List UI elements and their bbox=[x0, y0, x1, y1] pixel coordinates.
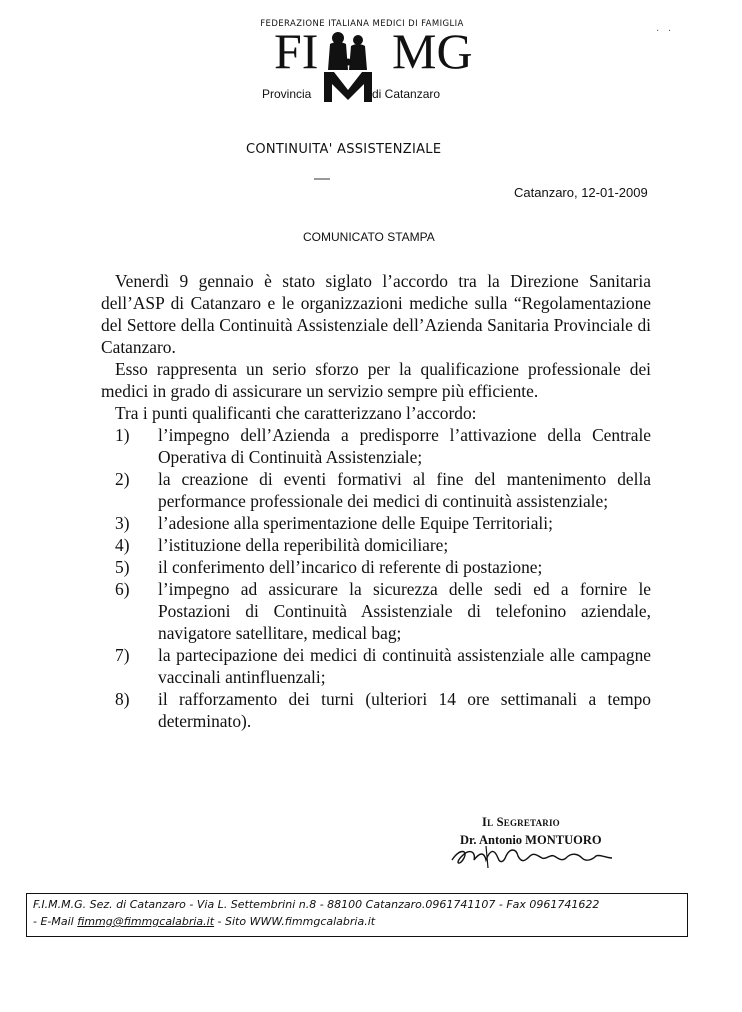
list-item-text: la partecipazione dei medici di continuità assistenziale alle campagne vaccinali antinfluenzali; bbox=[158, 645, 651, 687]
logo-text-left: FI bbox=[274, 23, 319, 79]
list-item-text: l’istituzione della reperibilità domiciliare; bbox=[158, 535, 449, 555]
list-item bbox=[101, 688, 651, 732]
footer-contacts bbox=[33, 913, 687, 930]
document-type: COMUNICATO STAMPA bbox=[303, 230, 435, 244]
list-item-number: 6) bbox=[115, 579, 130, 599]
list-item bbox=[101, 556, 651, 578]
list-item-text: l’adesione alla sperimentazione delle Equipe Territoriali; bbox=[158, 513, 553, 533]
email-link[interactable]: fimmg@fimmgcalabria.it bbox=[77, 915, 215, 928]
agreement-points-list bbox=[101, 424, 651, 732]
family-emblem-icon bbox=[328, 32, 367, 70]
logo-text-right: MG bbox=[392, 23, 473, 79]
page-title: CONTINUITA' ASSISTENZIALE bbox=[246, 142, 442, 157]
footer-email-prefix: - E-Mail bbox=[33, 915, 78, 928]
province-city: di Catanzaro bbox=[372, 87, 441, 101]
letter-m-icon bbox=[324, 72, 372, 102]
scan-speck: · · bbox=[656, 26, 675, 37]
list-item-number: 5) bbox=[115, 557, 130, 577]
list-item-number: 3) bbox=[115, 513, 130, 533]
list-item bbox=[101, 534, 651, 556]
province-label: Provincia bbox=[262, 87, 312, 101]
list-item-number: 8) bbox=[115, 689, 130, 709]
list-item-number: 1) bbox=[115, 425, 130, 445]
list-item-number: 7) bbox=[115, 645, 130, 665]
scan-mark bbox=[314, 178, 330, 180]
list-item-number: 4) bbox=[115, 535, 130, 555]
list-item bbox=[101, 512, 651, 534]
press-release-body bbox=[101, 270, 651, 732]
signatory-name: Dr. Antonio MONTUORO bbox=[460, 833, 602, 847]
signatory-role: Il Segretario bbox=[482, 815, 560, 829]
list-item-text: il conferimento dell’incarico di referente di postazione; bbox=[158, 557, 543, 577]
list-item-text: il rafforzamento dei turni (ulteriori 14 ore settimanali a tempo determinato). bbox=[158, 689, 651, 731]
list-item bbox=[101, 468, 651, 512]
list-item-text: l’impegno dell’Azienda a predisporre l’attivazione della Centrale Operativa di Continuità Assistenziale; bbox=[158, 425, 651, 467]
contact-footer bbox=[26, 893, 688, 937]
handwritten-signature bbox=[446, 838, 626, 874]
document-date: Catanzaro, 12-01-2009 bbox=[514, 185, 648, 200]
paragraph-intro: Venerdì 9 gennaio è stato siglato l’accordo tra la Direzione Sanitaria dell’ASP di Catanzaro e le organizzazioni mediche sulla “Regolamentazione del Settore della Continuità Assistenziale dell’Azienda Sanitaria Provinciale di Catanzaro. bbox=[101, 271, 651, 357]
list-item-number: 2) bbox=[115, 469, 130, 489]
footer-address: F.I.M.M.G. Sez. di Catanzaro - Via L. Settembrini n.8 - 88100 Catanzaro.0961741107 - Fax 0961741622 bbox=[33, 898, 600, 911]
list-item-text: l’impegno ad assicurare la sicurezza delle sedi ed a fornire le Postazioni di Continuità Assistenziale di telefonino aziendale, navigatore satellitare, medical bag; bbox=[158, 579, 651, 643]
list-item bbox=[101, 644, 651, 688]
list-item-text: la creazione di eventi formativi al fine del mantenimento della performance professionale dei medici di continuità assistenziale; bbox=[158, 469, 651, 511]
list-item bbox=[101, 424, 651, 468]
list-item bbox=[101, 578, 651, 644]
paragraph-points-intro: Tra i punti qualificanti che caratterizzano l’accordo: bbox=[115, 403, 477, 423]
paragraph-effort: Esso rappresenta un serio sforzo per la qualificazione professionale dei medici in grado di assicurare un servizio sempre più efficiente. bbox=[101, 359, 651, 401]
federation-name: FEDERAZIONE ITALIANA MEDICI DI FAMIGLIA bbox=[260, 19, 464, 29]
footer-site: - Sito WWW.fimmgcalabria.it bbox=[214, 915, 376, 928]
